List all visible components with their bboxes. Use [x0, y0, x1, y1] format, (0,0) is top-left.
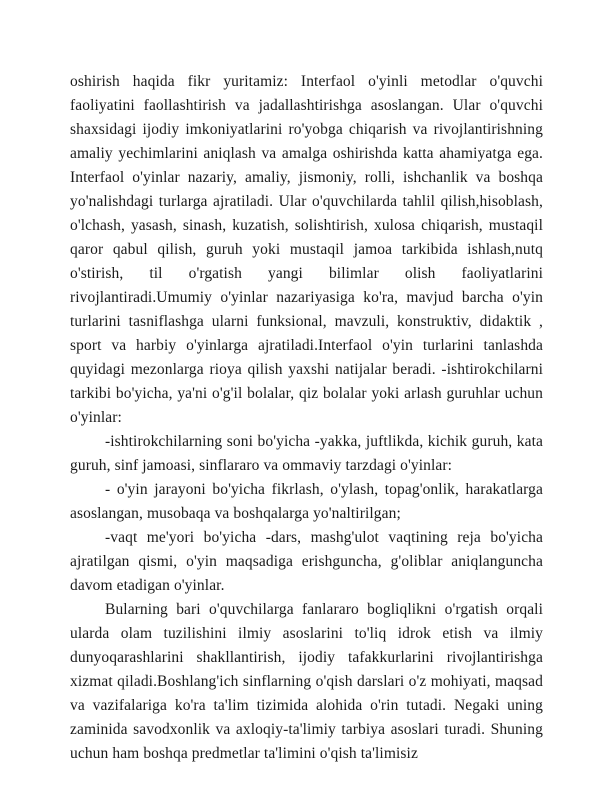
paragraph-list-item-time-norm: -vaqt me'yori bo'yicha -dars, mashg'ulot vaqtining reja bo'yicha ajratilgan qismi, o'yin maqsadiga erishguncha, g'oliblar aniqlanguncha davom etadigan o'yinlar. [70, 529, 543, 594]
paragraph-list-item-participants-count: -ishtirokchilarning soni bo'yicha -yakka, juftlikda, kichik guruh, kata guruh, sinf jamoasi, sinflararo va ommaviy tarzdagi o'yinlar: [70, 433, 543, 474]
paragraph-conclusion: Bularning bari o'quvchilarga fanlararo bogliqlikni o'rgatish orqali ularda olam tuzilishini ilmiy asoslarini to'liq idrok etish va ilmiy dunyoqarashlarini shakllantirish, ijodiy tafakkurlarini rivojlantirishga xizmat qiladi.Boshlang'ich sinflarning o'qish darslari o'z mohiyati, maqsad va vazifalariga ko'ra ta'lim tizimida alohida o'rin tutadi. Negaki uning zaminida savodxonlik va axloqiy-ta'limiy tarbiya asoslari turadi. Shuning uchun ham boshqa predmetlar ta'limini o'qish ta'limisiz [70, 601, 543, 762]
body-text [70, 70, 543, 766]
paragraph-list-item-game-process: - o'yin jarayoni bo'yicha fikrlash, o'ylash, topag'onlik, harakatlarga asoslangan, musobaqa va boshqalarga yo'naltirilgan; [70, 481, 543, 522]
paragraph-continuation: oshirish haqida fikr yuritamiz: Interfaol o'yinli metodlar o'quvchi faoliyatini faollashtirish va jadallashtirishga asoslangan. Ular o'quvchi shaxsidagi ijodiy imkoniyatlarini ro'yobga chiqarish va rivojlantirishning amaliy yechimlarini aniqlash va amalga oshirishda katta ahamiyatga ega. Interfaol o'yinlar nazariy, amaliy, jismoniy, rolli, ishchanlik va boshqa yo'nalishdagi turlarga ajratiladi. Ular o'quvchilarda tahlil qilish,hisoblash, o'lchash, yasash, sinash, kuzatish, solishtirish, xulosa chiqarish, mustaqil qaror qabul qilish, guruh yoki mustaqil jamoa tarkibida ishlash,nutq o'stirish, til o'rgatish yangi bilimlar olish faoliyatlarini rivojlantiradi.Umumiy o'yinlar nazariyasiga ko'ra, mavjud barcha o'yin turlarini tasniflashga ularni funksional, mavzuli, konstruktiv, didaktik , sport va harbiy o'yinlarga ajratiladi.Interfaol o'yin turlarini tanlashda quyidagi mezonlarga rioya qilish yaxshi natijalar beradi. -ishtirokchilarni tarkibi bo'yicha, ya'ni o'g'il bolalar, qiz bolalar yoki arlash guruhlar uchun o'yinlar: [70, 73, 543, 426]
